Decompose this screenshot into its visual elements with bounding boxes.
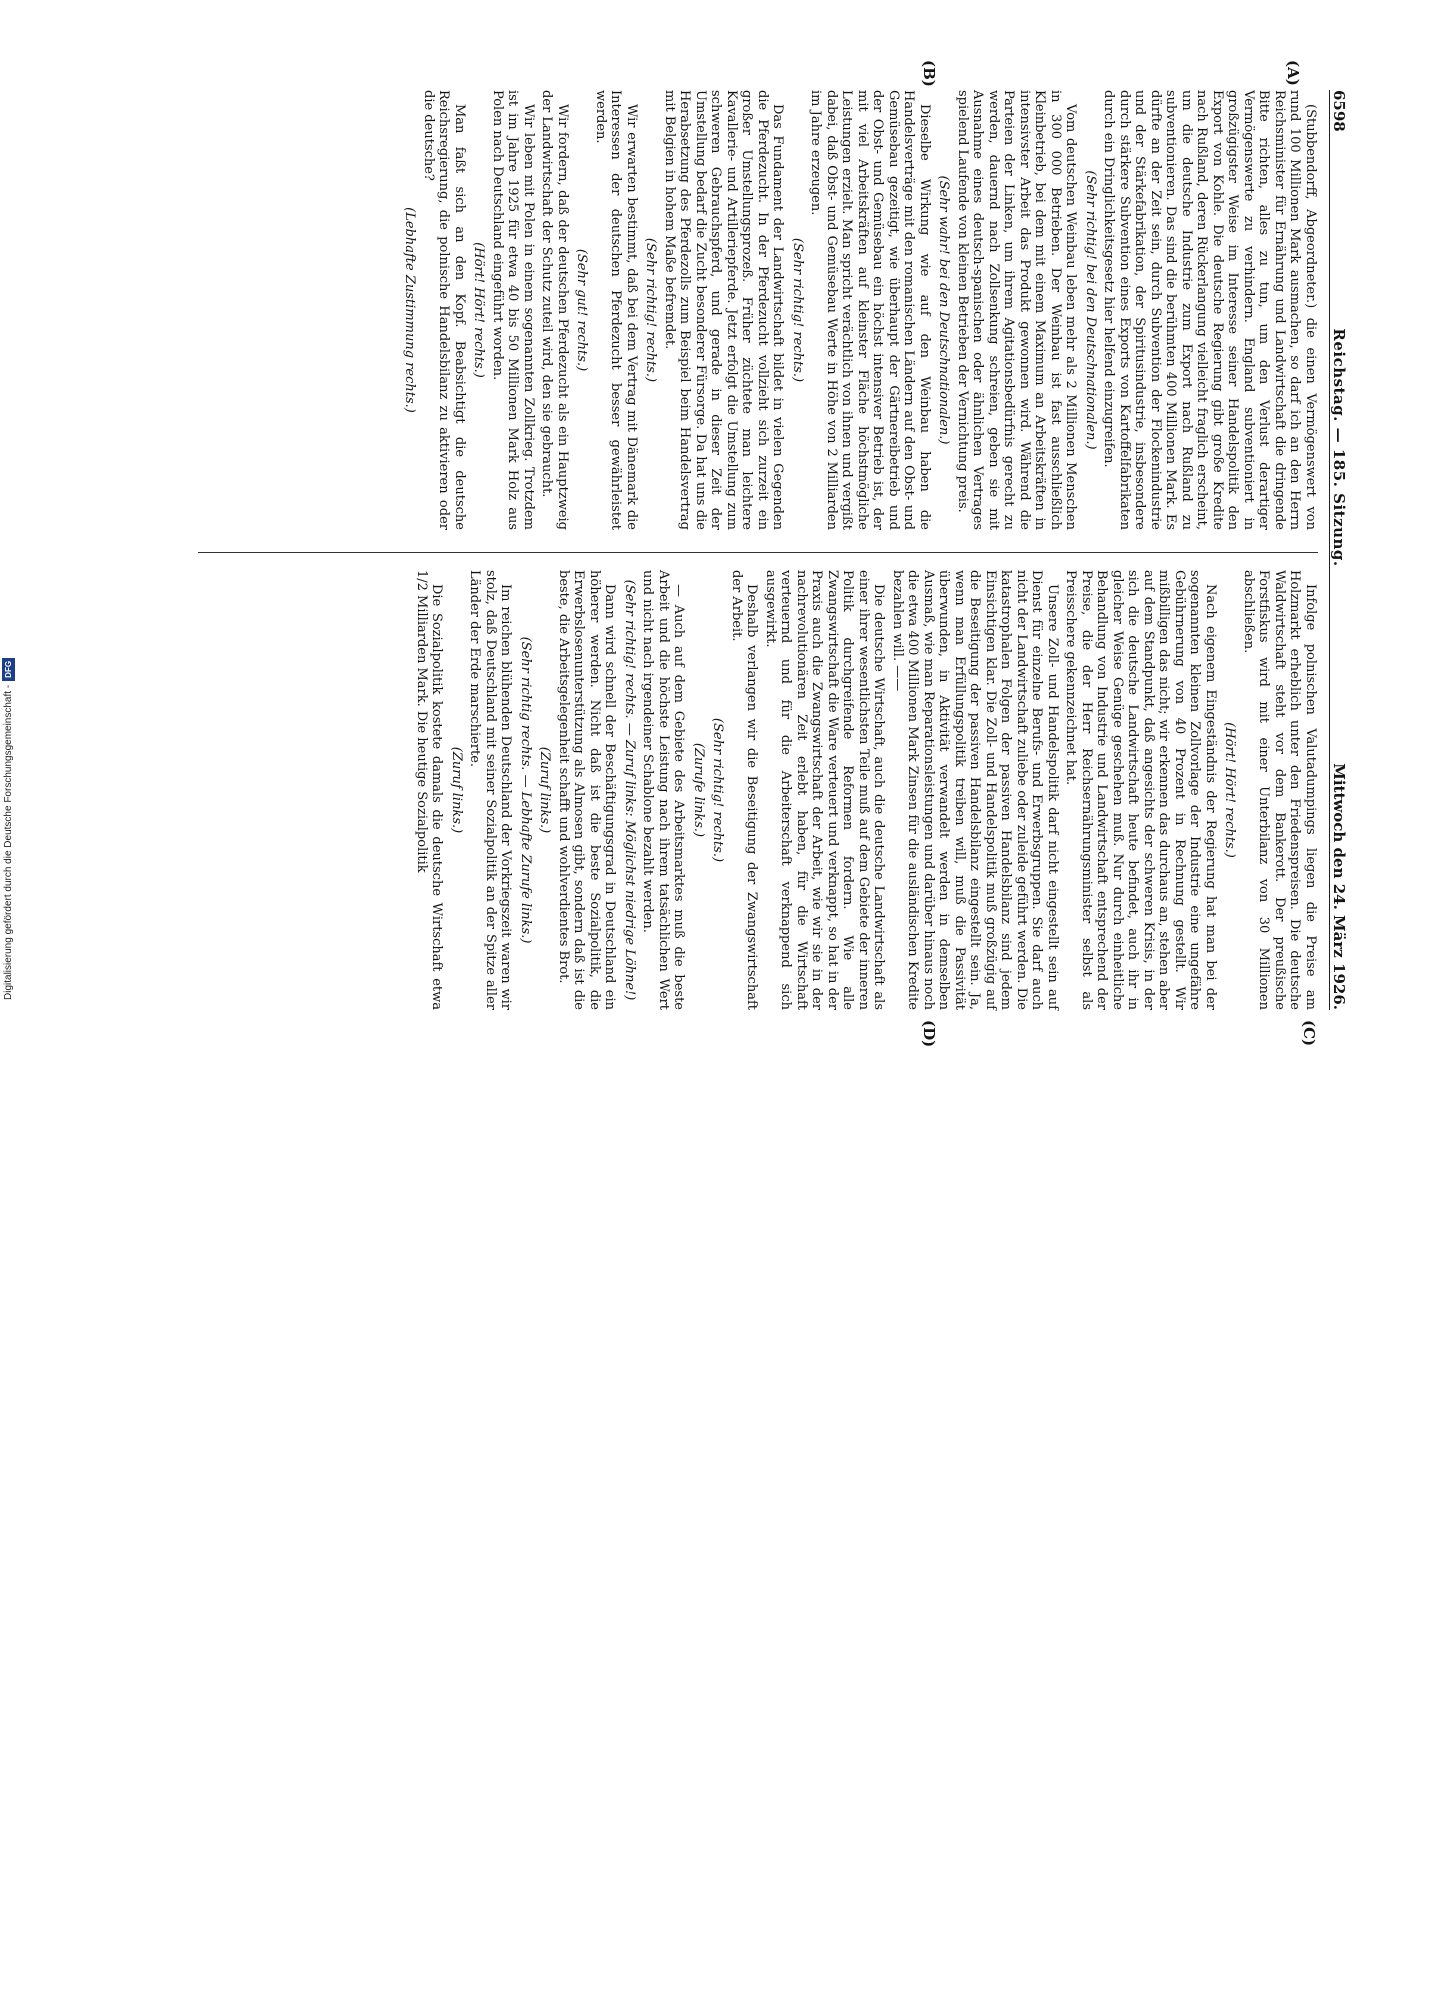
right-paragraph: Deshalb verlangen wir die Beseitigung der Zwangswirtschaft der Arbeit. bbox=[729, 570, 760, 1010]
right-paragraph: Die Sozialpolitik kostete damals die deutsche Wirtschaft etwa 1/2 Milliarden Mark. Die heutige Sozialpolitik bbox=[414, 570, 445, 1010]
left-paragraph: Dieselbe Wirkung wie auf den Weinbau haben die Handelsverträge mit den romanischen Ländern auf den Obst- und Gemüsebau gezeitigt, wie überhaupt der Gärtnereibetrieb und der Obst- und Gemüsebau ein höchst intensiver Betrieb ist, der mit viel Arbeitskräften auf kleinster Fläche höchstmögliche Leistungen erzielt. Man spricht verächtlich von ihnen und vergißt dabei, daß Obst- und Gemüsebau Werte in Höhe von 2 Milliarden im Jahre erzeugen. bbox=[808, 90, 932, 530]
left-interjection: (Lebhafte Zustimmung rechts.) bbox=[402, 207, 418, 413]
right-paragraph: Infolge polnischen Valutadumpings liegen die Preise am Holzmarkt erheblich unter den Friedenspreisen. Die deutsche Waldwirtschaft steht vor dem Bankerott. Der preußische Forstfiskus wird mit einer Unterbilanz von 30 Millionen abschließen. bbox=[1241, 570, 1318, 1010]
left-column bbox=[398, 90, 1318, 530]
margin-marker-a: (A) bbox=[1284, 60, 1302, 86]
right-interjection: (Zuruf links.) bbox=[449, 746, 464, 834]
column-divider bbox=[198, 552, 1318, 553]
footer-text: Digitalisierung gefördert durch die Deutsche Forschungsgemeinschaft - bbox=[3, 684, 14, 1000]
left-interjection: (Sehr wahr! bei den Deutschnationalen.) bbox=[936, 175, 952, 445]
right-paragraph: Unsere Zoll- und Handelspolitik darf nicht eingestellt sein auf Dienst für einzelne Berufs- und Erwerbsgruppen. Sie darf auch nicht der Landwirtschaft zuliebe oder zuleide geführt werden. Die katastrophalen Folgen der passiven Handelsbilanz sind jedem Einsichtigen klar. Die Zoll- und Handelspolitik muß großzügig auf die Beseitigung der passiven Handelsbilanz eingestellt sein. Ja, wenn man Erfüllungspolitik treiben will, muß die Passivität überwunden, in Aktivität verwandelt werden in demselben Ausmaß, wie man Reparationsleistungen und darüber hinaus noch die etwa 400 Millionen Mark Zinsen für die ausländischen Kredite bezahlen will. —— bbox=[890, 570, 1060, 1010]
right-interjection: (Hört! Hört! rechts.) bbox=[1222, 722, 1238, 858]
right-paragraph: Nach eigenem Eingeständnis der Regierung hat man bei der sogenannten kleinen Zollvorlage der Industrie eine ungefähre Gebührnerung von 40 Prozent in Rechnung gestellt. Wir mißbilligen das nicht; wir erkennen das durchaus an, stehen aber auf dem Standpunkt, daß angesichts der schweren Krisis, in der sich die deutsche Landwirtschaft heute befindet, auch ihr in gleicher Weise Genüge geschehen muß. Nur durch einheitliche Behandlung von Industrie und Landwirtschaft entsprechend der Preise, die der Herr Reichsernährungsminister selbst als Preisschere gekennzeichnet hat. bbox=[1063, 570, 1218, 1010]
page-header bbox=[1329, 90, 1358, 1010]
right-paragraph: Die deutsche Wirtschaft, auch die deutsche Landwirtschaft als einer ihrer wesentlichsten Teile muß auf dem Gebiete der inneren Politik durchgreifende Reformen fordern. Wie alle Zwangswirtschaft die Ware verteuert und verknappt, so hat in der Praxis auch die Zwangswirtschaft der Arbeit, wie wir sie in der nachrevolutionären Zeit erlebt haben, für die Wirtschaft verteuernd und für die Arbeiterschaft verknappend sich ausgewirkt. bbox=[763, 570, 887, 1010]
right-interjection: (Sehr richtig! rechts. — Zuruf links: Möglichst niedrige Löhne!) bbox=[622, 579, 637, 1001]
right-column bbox=[411, 570, 1319, 1010]
margin-marker-c: (C) bbox=[1300, 1020, 1318, 1047]
left-interjection: (Sehr richtig! rechts.) bbox=[643, 237, 659, 383]
right-paragraph: — Auch auf dem Gebiete des Arbeitsmarktes muß die beste Arbeit und die höchste Leistung nach ihrem tatsächlichen Wert und nicht nach irgendeiner Schablone bezahlt werden. bbox=[640, 570, 687, 1010]
left-paragraph: (Stubbendorff, Abgeordneter.) die einen Vermögenswert von rund 100 Millionen Mark ausmachen, so darf ich an den Herrn Reichsminister für Ernährung und Landwirtschaft die dringende Bitte richten, alles zu tun, um den Verlust derartiger Vermögenswerte zu verhindern. England subventioniert in großzügigster Weise im Interesse seiner Handelspolitik den Export von Kohle. Die deutsche Regierung gibt große Kredite nach Rußland, deren Rückerlangung vielleicht fraglich erscheint, um die deutsche Industrie zum Export nach Rußland zu subventionieren. Das sind die berühmten 400 Millionen Mark. Es dürfte an der Zeit sein, durch Subvention der Flockenindustrie und der Stärkefabrikation, der Spiritusindustrie, insbesondere durch stärkere Subvention eines Exports von Kartoffelfabrikaten durch ein Dringlichkeitsgesetz hier helfend einzugreifen. bbox=[1101, 90, 1318, 530]
left-interjection: (Hört! Hört! rechts.) bbox=[471, 242, 487, 378]
left-interjection: (Sehr richtig! bei den Deutschnationalen.) bbox=[1083, 170, 1098, 450]
session-date: Mittwoch den 24. März 1926. bbox=[1330, 763, 1348, 1010]
page-number: 6598 bbox=[1330, 90, 1348, 132]
left-paragraph: Wir fordern, daß der deutschen Pferdezucht als ein Hauptzweig der Landwirtschaft der Schutz zuteil wird, den sie gebraucht. bbox=[539, 90, 570, 530]
left-interjection: (Sehr richtig! rechts.) bbox=[790, 237, 805, 383]
rotated-page bbox=[138, 60, 1358, 1048]
right-paragraph: Im reichen blühenden Deutschland der Vorkriegszeit waren wir stolz, daß Deutschland mit seiner Sozialpolitik an der Spitze aller Länder der Erde marschierte. bbox=[467, 570, 514, 1010]
left-paragraph: Das Fundament der Landwirtschaft bildet in vielen Gegenden die Pferdezucht. In der Pferdezucht vollzieht sich zurzeit ein großer Umstellungsprozeß. Früher züchtete man leichtere Kavallerie- und Artilleriepferde. Jetzt erfolgt die Umstellung zum schweren Gebrauchspferd, und gerade in dieser Zeit der Umstellung bedarf die Zucht besonderer Fürsorge. Da hat uns die Herabsetzung des Pferdezolls zum Beispiel beim Handelsvertrag mit Belgien in hohem Maße befremdet. bbox=[662, 90, 786, 530]
left-paragraph: Wir erwarten bestimmt, daß bei dem Vertrag mit Dänemark die Interessen der deutschen Pferdezucht besser gewährleistet werden. bbox=[593, 90, 639, 530]
right-interjection: (Zuruf links.) bbox=[537, 746, 553, 834]
margin-marker-b: (B) bbox=[920, 60, 938, 87]
right-interjection: (Zurufe links.) bbox=[691, 742, 706, 838]
right-interjection: (Sehr richtig rechts. — Lebhafte Zurufe links.) bbox=[518, 636, 533, 944]
digitization-footer bbox=[2, 660, 22, 2000]
margin-marker-d: (D) bbox=[920, 1020, 938, 1048]
right-interjection: (Sehr richtig! rechts.) bbox=[710, 717, 726, 863]
left-paragraph: Man faßt sich an den Kopf. Beabsichtigt die deutsche Reichsregierung, die polnische Handelsbilanz zu aktivieren oder die deutsche? bbox=[421, 90, 467, 530]
left-paragraph: Vom deutschen Weinbau leben mehr als 2 Millionen Menschen in 300 000 Betrieben. Der Weinbau ist fast ausschließlich Kleinbetrieb, bei dem mit einem Maximum an Arbeitskräften in intensivster Arbeit das Produkt gewonnen wird. Während die Parteien der Linken, um ihrem Agitationsbedürfnis gerecht zu werden, dauernd nach Zollsenkung schreien, geben sie mit Ausnahme eines deutsch-spanischen oder ähnlichen Vertrages spielend Laufende von kleinen Betrieben der Vernichtung preis. bbox=[955, 90, 1079, 530]
session-title: Reichstag. — 185. Sitzung. bbox=[1330, 328, 1348, 567]
left-interjection: (Sehr gut! rechts.) bbox=[574, 248, 590, 372]
right-paragraph: Dann wird schnell der Beschäftigungsgrad in Deutschland ein höherer werden. Nicht daß ist die beste Sozialpolitik, die Erwerbslosenunterstützung als Almosen gibt, sondern daß ist die beste, die Arbeitsgelegenheit schafft und wohlverdientes Brot. bbox=[556, 570, 618, 1010]
left-paragraph: Wir leben mit Polen in einem sogenannten Zollkrieg. Trotzdem ist im Jahre 1925 für etwa 40 bis 50 Millionen Mark Holz aus Polen nach Deutschland eingeführt worden. bbox=[490, 90, 536, 530]
dfg-logo: DFG bbox=[2, 658, 15, 681]
